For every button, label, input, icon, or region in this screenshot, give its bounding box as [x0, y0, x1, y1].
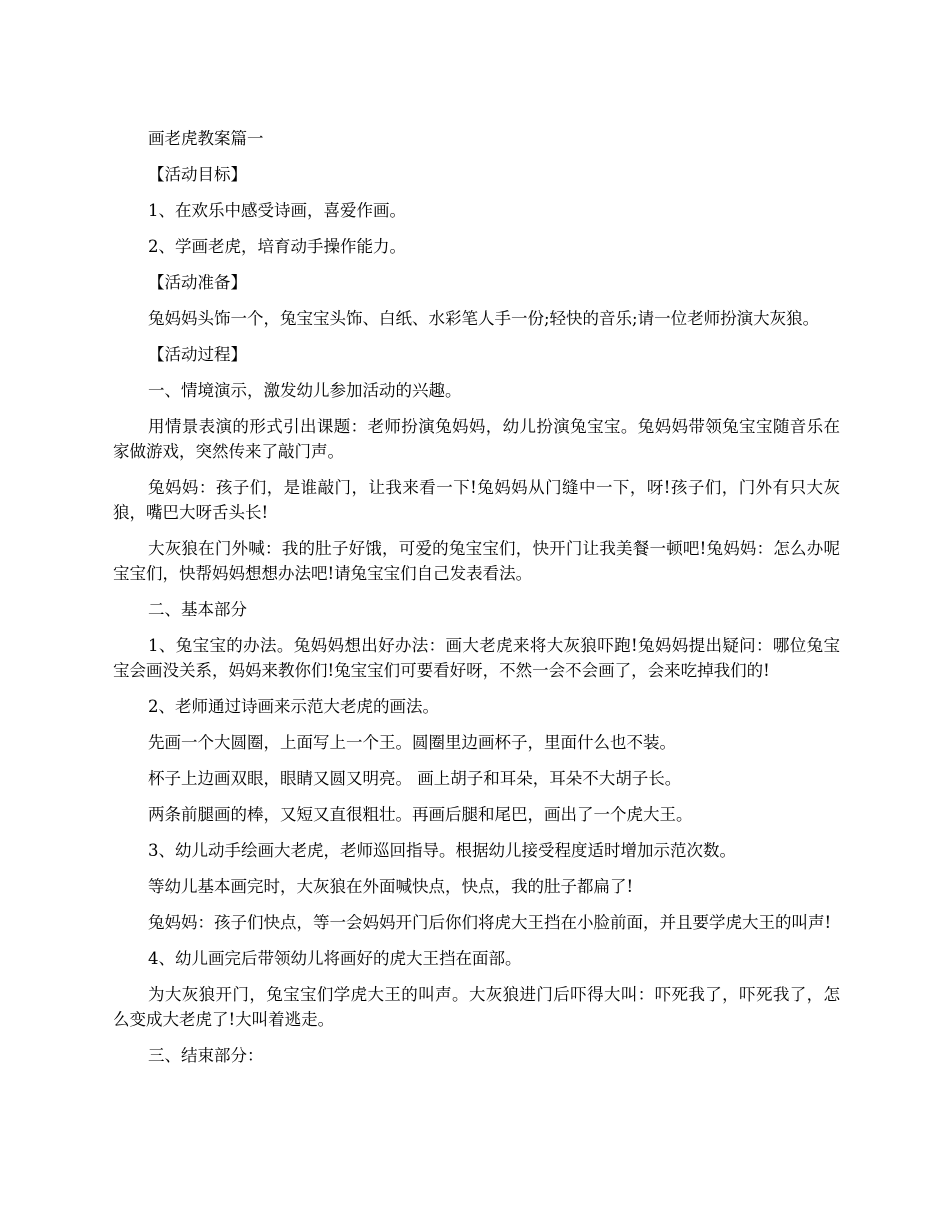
poem-line: 两条前腿画的棒，又短又直很粗壮。再画后腿和尾巴，画出了一个虎大王。 [148, 805, 693, 824]
paragraph: 2、学画老虎，培育动手操作能力。 [148, 237, 406, 256]
document-page [113, 126, 840, 1079]
paragraph: 兔妈妈：孩子们快点，等一会妈妈开门后你们将虎大王挡在小脸前面，并且要学虎大王的叫声! [148, 913, 832, 932]
paragraph: 大灰狼在门外喊：我的肚子好饿，可爱的兔宝宝们，快开门让我美餐一顿吧!兔妈妈：怎么办呢宝宝们，快帮妈妈想想办法吧!请兔宝宝们自己发表看法。 [113, 539, 840, 583]
subsection-heading: 二、基本部分 [148, 600, 247, 619]
paragraph: 兔妈妈头饰一个，兔宝宝头饰、白纸、水彩笔人手一份;轻快的音乐;请一位老师扮演大灰狼。 [148, 309, 820, 328]
paragraph: 2、老师通过诗画来示范大老虎的画法。 [148, 697, 439, 716]
poem-line: 杯子上边画双眼，眼睛又圆又明亮。 画上胡子和耳朵，耳朵不大胡子长。 [148, 769, 682, 788]
poem-line: 先画一个大圆圈，上面写上一个王。圆圈里边画杯子，里面什么也不装。 [148, 733, 676, 752]
paragraph: 用情景表演的形式引出课题：老师扮演兔妈妈，幼儿扮演兔宝宝。兔妈妈带领兔宝宝随音乐在家做游戏，突然传来了敲门声。 [113, 417, 840, 461]
subsection-heading: 三、结束部分： [148, 1046, 264, 1065]
section-heading-goals: 【活动目标】 [148, 165, 247, 184]
paragraph: 兔妈妈：孩子们，是谁敲门，让我来看一下!兔妈妈从门缝中一下，呀!孩子们，门外有只大灰狼，嘴巴大呀舌头长! [113, 478, 840, 522]
paragraph: 为大灰狼开门，兔宝宝们学虎大王的叫声。大灰狼进门后吓得大叫：吓死我了，吓死我了，怎么变成大老虎了!大叫着逃走。 [113, 985, 840, 1029]
paragraph: 1、兔宝宝的办法。兔妈妈想出好办法：画大老虎来将大灰狼吓跑!兔妈妈提出疑问：哪位兔宝宝会画没关系，妈妈来教你们!兔宝宝们可要看好呀，不然一会不会画了，会来吃掉我们的! [113, 636, 840, 680]
document-title: 画老虎教案篇一 [148, 129, 264, 148]
section-heading-preparation: 【活动准备】 [148, 273, 247, 292]
subsection-heading: 一、情境演示，激发幼儿参加活动的兴趣。 [148, 381, 462, 400]
section-heading-process: 【活动过程】 [148, 345, 247, 364]
paragraph: 4、幼儿画完后带领幼儿将画好的虎大王挡在面部。 [148, 949, 522, 968]
paragraph: 3、幼儿动手绘画大老虎，老师巡回指导。根据幼儿接受程度适时增加示范次数。 [148, 841, 736, 860]
paragraph: 1、在欢乐中感受诗画，喜爱作画。 [148, 201, 406, 220]
paragraph: 等幼儿基本画完时，大灰狼在外面喊快点，快点，我的肚子都扁了! [148, 877, 634, 896]
